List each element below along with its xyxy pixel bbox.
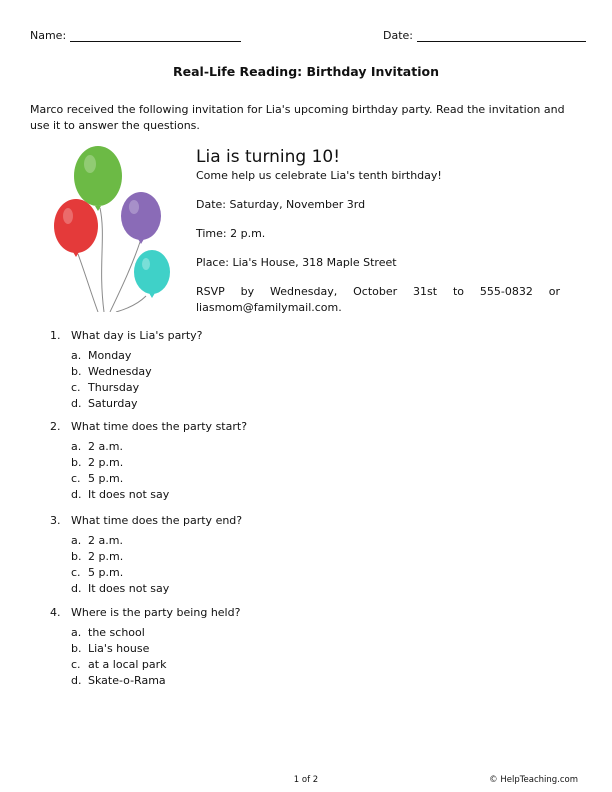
invitation-rsvp-line1: RSVP by Wednesday, October 31st to 555-0832 or <box>196 285 560 298</box>
answer-option[interactable] <box>71 439 550 455</box>
balloon-red <box>54 199 98 253</box>
option-text: Skate-o-Rama <box>88 674 166 687</box>
balloon-teal-knot <box>149 293 155 298</box>
date-line[interactable] <box>417 31 586 42</box>
invitation-place: Place: Lia's House, 318 Maple Street <box>196 256 397 269</box>
answer-option[interactable] <box>71 657 550 673</box>
option-text: at a local park <box>88 658 167 671</box>
question-number: 4. <box>50 606 61 619</box>
answer-option[interactable] <box>71 348 550 364</box>
option-letter: b. <box>71 642 82 655</box>
answer-option[interactable] <box>71 380 550 396</box>
answer-option[interactable] <box>71 364 550 380</box>
page-number: 1 of 2 <box>293 775 319 785</box>
balloon-teal <box>134 250 170 294</box>
date-field[interactable] <box>383 29 586 42</box>
answer-option[interactable] <box>71 471 550 487</box>
option-text: 2 a.m. <box>88 440 123 453</box>
name-line[interactable] <box>70 31 241 42</box>
invitation-rsvp-line2: liasmom@familymail.com. <box>196 301 342 314</box>
answer-option[interactable] <box>71 487 550 503</box>
answer-option[interactable] <box>71 641 550 657</box>
option-text: It does not say <box>88 582 170 595</box>
balloons-icon <box>46 146 176 312</box>
option-letter: a. <box>71 440 82 453</box>
question-4 <box>50 605 550 689</box>
option-text: It does not say <box>88 488 170 501</box>
page-title: Real-Life Reading: Birthday Invitation <box>173 64 439 79</box>
option-text: Saturday <box>88 397 138 410</box>
question-2 <box>50 419 550 503</box>
invitation-headline: Lia is turning 10! <box>196 147 341 167</box>
copyright: © HelpTeaching.com <box>489 775 578 785</box>
question-number: 1. <box>50 329 61 342</box>
option-letter: a. <box>71 349 82 362</box>
name-label: Name: <box>30 29 67 42</box>
option-text: 2 p.m. <box>88 550 124 563</box>
answer-option[interactable] <box>71 565 550 581</box>
option-letter: a. <box>71 534 82 547</box>
balloon-purple <box>121 192 161 240</box>
answer-option[interactable] <box>71 625 550 641</box>
option-text: Lia's house <box>88 642 150 655</box>
date-label: Date: <box>383 29 413 42</box>
answer-option[interactable] <box>71 396 550 412</box>
option-text: Monday <box>88 349 132 362</box>
intro-text: Marco received the following invitation for Lia's upcoming birthday party. Read the invitation and use it to answer the questions. <box>30 103 565 132</box>
invitation <box>196 146 560 316</box>
question-1 <box>50 328 550 412</box>
option-text: the school <box>88 626 145 639</box>
option-text: 2 p.m. <box>88 456 124 469</box>
question-number: 2. <box>50 420 61 433</box>
balloon-green <box>74 146 122 206</box>
name-field[interactable] <box>30 29 241 42</box>
answer-option[interactable] <box>71 581 550 597</box>
question-text: What day is Lia's party? <box>71 329 203 342</box>
option-letter: b. <box>71 365 82 378</box>
option-letter: c. <box>71 566 81 579</box>
option-text: Thursday <box>88 381 140 394</box>
option-letter: d. <box>71 397 82 410</box>
invitation-subline: Come help us celebrate Lia's tenth birthday! <box>196 169 442 182</box>
option-text: 5 p.m. <box>88 566 124 579</box>
option-letter: c. <box>71 472 81 485</box>
question-text: Where is the party being held? <box>71 606 241 619</box>
option-letter: b. <box>71 550 82 563</box>
option-letter: c. <box>71 658 81 671</box>
answer-option[interactable] <box>71 673 550 689</box>
question-3 <box>50 513 550 597</box>
question-number: 3. <box>50 514 61 527</box>
option-letter: a. <box>71 626 82 639</box>
option-text: 2 a.m. <box>88 534 123 547</box>
invitation-time: Time: 2 p.m. <box>196 227 266 240</box>
option-letter: d. <box>71 582 82 595</box>
answer-option[interactable] <box>71 455 550 471</box>
option-letter: c. <box>71 381 81 394</box>
question-text: What time does the party start? <box>71 420 248 433</box>
question-text: What time does the party end? <box>71 514 243 527</box>
option-text: Wednesday <box>88 365 152 378</box>
option-letter: d. <box>71 674 82 687</box>
balloon-purple-knot <box>138 239 144 244</box>
answer-option[interactable] <box>71 533 550 549</box>
option-letter: b. <box>71 456 82 469</box>
answer-option[interactable] <box>71 549 550 565</box>
option-text: 5 p.m. <box>88 472 124 485</box>
invitation-date: Date: Saturday, November 3rd <box>196 198 366 211</box>
option-letter: d. <box>71 488 82 501</box>
